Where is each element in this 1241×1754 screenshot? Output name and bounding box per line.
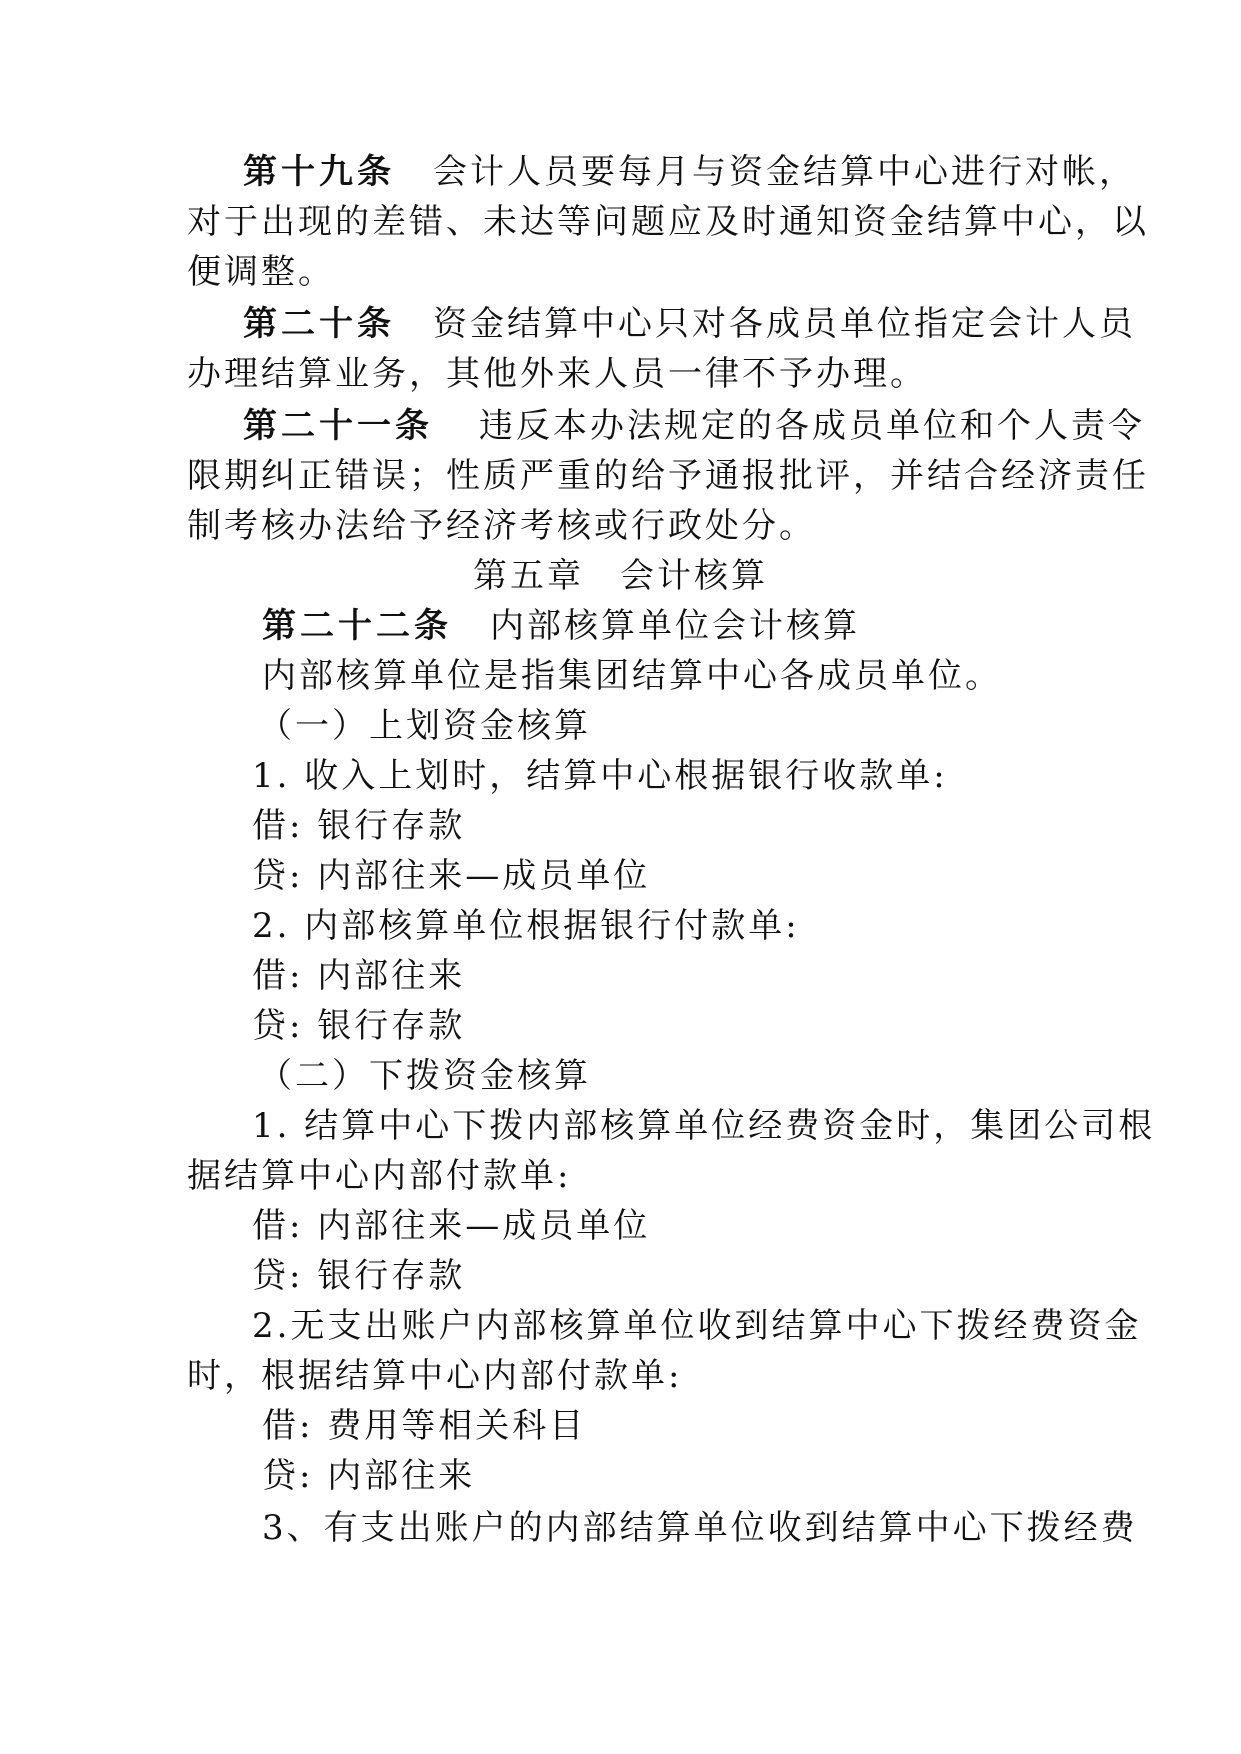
section-1-item-2: 2. 内部核算单位根据银行付款单: [252, 906, 800, 946]
article-20-title: 第二十条 [243, 304, 395, 344]
section-2-item-1-credit: 贷: 银行存款 [252, 1256, 466, 1296]
section-2-item-3-line-1: 3、有支出账户的内部结算单位收到结算中心下拨经费 [262, 1508, 1138, 1548]
section-1-item-1: 1. 收入上划时，结算中心根据银行收款单: [252, 756, 948, 796]
article-19-text-1: 会计人员要每月与资金结算中心进行对帐， [433, 152, 1136, 192]
chapter-5-heading [0, 556, 1241, 596]
section-2-heading: （二）下拨资金核算 [258, 1056, 591, 1096]
section-2-item-1-line-1: 1. 结算中心下拨内部核算单位经费资金时，集团公司根 [252, 1106, 1156, 1146]
article-21-line-1 [243, 406, 1145, 446]
chapter-5-title: 会计核算 [620, 556, 768, 596]
article-19-title: 第十九条 [243, 152, 395, 192]
article-20-text-1: 资金结算中心只对各成员单位指定会计人员 [433, 304, 1136, 344]
section-1-item-2-debit: 借: 内部往来 [252, 956, 466, 996]
section-2-item-1-line-2: 据结算中心内部付款单: [187, 1156, 572, 1196]
section-2-item-2-line-2: 时，根据结算中心内部付款单: [187, 1356, 683, 1396]
section-1-item-1-credit: 贷: 内部往来—成员单位 [252, 856, 651, 896]
article-20-line-1 [243, 304, 1136, 344]
article-20-line-2: 办理结算业务，其他外来人员一律不予办理。 [187, 354, 927, 394]
article-22-text: 内部核算单位会计核算 [490, 606, 860, 646]
section-2-item-2-line-1: 2.无支出账户内部核算单位收到结算中心下拨经费资金 [252, 1306, 1142, 1346]
article-22-line-1 [262, 606, 860, 646]
section-2-item-2-credit: 贷: 内部往来 [262, 1456, 476, 1496]
article-21-title: 第二十一条 [243, 406, 433, 446]
article-19-line-2: 对于出现的差错、未达等问题应及时通知资金结算中心，以 [187, 202, 1149, 242]
section-1-heading: （一）上划资金核算 [258, 706, 591, 746]
article-21-text-1: 违反本办法规定的各成员单位和个人责令 [479, 406, 1145, 446]
article-21-line-2: 限期纠正错误；性质严重的给予通报批评，并结合经济责任 [187, 456, 1149, 496]
section-1-item-2-credit: 贷: 银行存款 [252, 1006, 466, 1046]
section-2-item-2-debit: 借: 费用等相关科目 [262, 1406, 587, 1446]
chapter-5-number: 第五章 [473, 556, 584, 596]
section-2-item-1-debit: 借: 内部往来—成员单位 [252, 1206, 651, 1246]
article-22-title: 第二十二条 [262, 606, 452, 646]
article-21-line-3: 制考核办法给予经济考核或行政处分。 [187, 506, 816, 546]
article-19-line-3: 便调整。 [187, 252, 335, 292]
article-22-definition: 内部核算单位是指集团结算中心各成员单位。 [262, 656, 1002, 696]
section-1-item-1-debit: 借: 银行存款 [252, 806, 466, 846]
article-19-line-1 [243, 152, 1136, 192]
